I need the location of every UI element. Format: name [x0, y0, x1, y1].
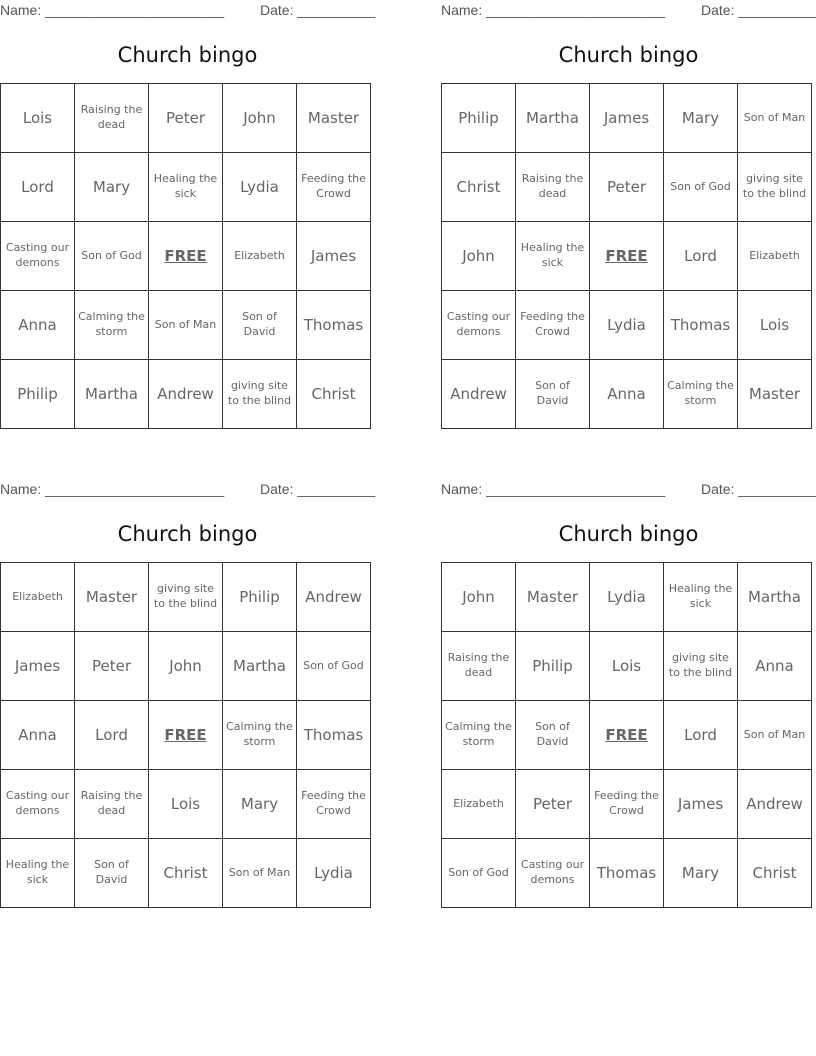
bingo-cell[interactable]: giving site to the blind [223, 360, 297, 429]
bingo-cell[interactable]: Mary [664, 84, 738, 153]
bingo-row [442, 153, 812, 222]
bingo-cell[interactable]: Anna [738, 632, 812, 701]
bingo-row [1, 84, 371, 153]
bingo-cell[interactable]: Son of Man [738, 701, 812, 770]
bingo-cell[interactable]: Anna [1, 701, 75, 770]
bingo-cell[interactable]: Feeding the Crowd [516, 291, 590, 360]
bingo-cell[interactable]: Son of David [516, 701, 590, 770]
card-title: Church bingo [558, 43, 699, 67]
bingo-cell[interactable]: giving site to the blind [664, 632, 738, 701]
bingo-cell[interactable]: Martha [75, 360, 149, 429]
bingo-cell[interactable]: Calming the storm [664, 360, 738, 429]
bingo-cell[interactable]: Son of God [297, 632, 371, 701]
bingo-cell[interactable]: Calming the storm [442, 701, 516, 770]
bingo-grid [0, 83, 371, 429]
bingo-cell[interactable]: Lois [738, 291, 812, 360]
bingo-cell[interactable]: Peter [516, 770, 590, 839]
bingo-cell[interactable]: Andrew [738, 770, 812, 839]
bingo-cell[interactable]: Lydia [297, 839, 371, 908]
bingo-row [442, 701, 812, 770]
bingo-cell[interactable]: Lydia [590, 291, 664, 360]
card-title: Church bingo [117, 522, 258, 546]
card-header [0, 0, 375, 20]
bingo-cell[interactable]: Son of God [442, 839, 516, 908]
bingo-cell[interactable]: John [149, 632, 223, 701]
bingo-cell[interactable]: Raising the dead [75, 770, 149, 839]
bingo-cell[interactable]: Raising the dead [75, 84, 149, 153]
bingo-cell[interactable]: Son of God [75, 222, 149, 291]
bingo-cell[interactable]: Son of Man [223, 839, 297, 908]
bingo-cell[interactable]: John [442, 222, 516, 291]
bingo-cell[interactable]: Christ [738, 839, 812, 908]
bingo-cell[interactable]: Lord [1, 153, 75, 222]
date-field[interactable]: Date: __________ [701, 481, 816, 497]
free-space-cell[interactable]: FREE [149, 701, 223, 770]
bingo-cell[interactable]: Elizabeth [223, 222, 297, 291]
bingo-cell[interactable]: Christ [297, 360, 371, 429]
bingo-cell[interactable]: Thomas [297, 291, 371, 360]
bingo-cell[interactable]: Son of Man [149, 291, 223, 360]
bingo-cell[interactable]: James [664, 770, 738, 839]
bingo-cell[interactable]: James [1, 632, 75, 701]
bingo-cell[interactable]: Thomas [590, 839, 664, 908]
bingo-cell[interactable]: Feeding the Crowd [297, 153, 371, 222]
bingo-grid [441, 562, 812, 908]
bingo-row [1, 153, 371, 222]
bingo-cell[interactable]: James [590, 84, 664, 153]
bingo-cell[interactable]: Healing the sick [1, 839, 75, 908]
bingo-cell[interactable]: Son of David [223, 291, 297, 360]
bingo-cell[interactable]: Master [75, 563, 149, 632]
bingo-row [442, 632, 812, 701]
bingo-cell[interactable]: Andrew [297, 563, 371, 632]
bingo-cell[interactable]: Son of God [664, 153, 738, 222]
bingo-grid [0, 562, 371, 908]
bingo-cell[interactable]: Casting our demons [442, 291, 516, 360]
bingo-row [1, 839, 371, 908]
bingo-row [1, 360, 371, 429]
name-field[interactable]: Name: _______________________ [0, 2, 225, 18]
bingo-cell[interactable]: Peter [590, 153, 664, 222]
card-header [0, 479, 375, 499]
bingo-cell[interactable]: Lois [149, 770, 223, 839]
bingo-row [1, 563, 371, 632]
bingo-cell[interactable]: Lois [1, 84, 75, 153]
bingo-cell[interactable]: Lord [664, 701, 738, 770]
bingo-cell[interactable]: Anna [590, 360, 664, 429]
free-space-cell[interactable]: FREE [590, 701, 664, 770]
bingo-cell[interactable]: giving site to the blind [738, 153, 812, 222]
bingo-cell[interactable]: James [297, 222, 371, 291]
bingo-cell[interactable]: Mary [223, 770, 297, 839]
bingo-row [1, 770, 371, 839]
bingo-card-3 [0, 479, 376, 886]
bingo-cell[interactable]: Elizabeth [738, 222, 812, 291]
bingo-cell[interactable]: Andrew [149, 360, 223, 429]
name-field[interactable]: Name: _______________________ [0, 481, 225, 497]
card-header [441, 479, 816, 499]
bingo-cell[interactable]: Martha [516, 84, 590, 153]
bingo-card-1 [0, 0, 376, 407]
name-field[interactable]: Name: _______________________ [441, 2, 666, 18]
bingo-cell[interactable]: Elizabeth [1, 563, 75, 632]
bingo-cell[interactable]: Martha [738, 563, 812, 632]
bingo-cell[interactable]: Healing the sick [516, 222, 590, 291]
bingo-cell[interactable]: Lord [75, 701, 149, 770]
bingo-cell[interactable]: Lois [590, 632, 664, 701]
date-field[interactable]: Date: __________ [701, 2, 816, 18]
card-title: Church bingo [558, 522, 699, 546]
bingo-grid [441, 83, 812, 429]
bingo-cell[interactable]: Andrew [442, 360, 516, 429]
bingo-row [1, 701, 371, 770]
bingo-cell[interactable]: Philip [223, 563, 297, 632]
bingo-row [442, 291, 812, 360]
bingo-cell[interactable]: Healing the sick [149, 153, 223, 222]
name-field[interactable]: Name: _______________________ [441, 481, 666, 497]
bingo-cell[interactable]: Raising the dead [442, 632, 516, 701]
bingo-cell[interactable]: Raising the dead [516, 153, 590, 222]
bingo-cell[interactable]: Son of David [75, 839, 149, 908]
bingo-cell[interactable]: Lydia [590, 563, 664, 632]
bingo-cell[interactable]: Mary [75, 153, 149, 222]
bingo-cell[interactable]: Martha [223, 632, 297, 701]
bingo-cell[interactable]: Calming the storm [223, 701, 297, 770]
bingo-cell[interactable]: Master [297, 84, 371, 153]
bingo-cell[interactable]: giving site to the blind [149, 563, 223, 632]
bingo-cell[interactable]: Elizabeth [442, 770, 516, 839]
bingo-cell[interactable]: Feeding the Crowd [590, 770, 664, 839]
card-title: Church bingo [117, 43, 258, 67]
bingo-cell[interactable]: Son of David [516, 360, 590, 429]
bingo-cell[interactable]: Thomas [664, 291, 738, 360]
bingo-cell[interactable]: Christ [442, 153, 516, 222]
bingo-cell[interactable]: Mary [664, 839, 738, 908]
date-field[interactable]: Date: __________ [260, 2, 376, 18]
bingo-row [442, 839, 812, 908]
bingo-cell[interactable]: Christ [149, 839, 223, 908]
bingo-row [442, 84, 812, 153]
card-header [441, 0, 816, 20]
bingo-cell[interactable]: Philip [1, 360, 75, 429]
bingo-card-2 [441, 0, 816, 407]
bingo-cell[interactable]: Master [516, 563, 590, 632]
bingo-cell[interactable]: John [223, 84, 297, 153]
bingo-cell[interactable]: Healing the sick [664, 563, 738, 632]
bingo-cell[interactable]: Feeding the Crowd [297, 770, 371, 839]
bingo-cell[interactable]: Peter [75, 632, 149, 701]
bingo-cell[interactable]: Lord [664, 222, 738, 291]
bingo-cell[interactable]: Son of Man [738, 84, 812, 153]
bingo-cell[interactable]: Casting our demons [516, 839, 590, 908]
bingo-cell[interactable]: Philip [516, 632, 590, 701]
bingo-cell[interactable]: Anna [1, 291, 75, 360]
bingo-cell[interactable]: Peter [149, 84, 223, 153]
bingo-cell[interactable]: John [442, 563, 516, 632]
bingo-cell[interactable]: Lydia [223, 153, 297, 222]
bingo-row [442, 563, 812, 632]
bingo-cell[interactable]: Master [738, 360, 812, 429]
free-space-cell[interactable]: FREE [590, 222, 664, 291]
bingo-row [442, 770, 812, 839]
bingo-row [442, 222, 812, 291]
date-field[interactable]: Date: __________ [260, 481, 376, 497]
bingo-row [1, 632, 371, 701]
bingo-cell[interactable]: Casting our demons [1, 770, 75, 839]
bingo-cell[interactable]: Casting our demons [1, 222, 75, 291]
free-space-cell[interactable]: FREE [149, 222, 223, 291]
bingo-row [442, 360, 812, 429]
bingo-card-4 [441, 479, 816, 886]
bingo-row [1, 291, 371, 360]
bingo-cell[interactable]: Philip [442, 84, 516, 153]
bingo-row [1, 222, 371, 291]
bingo-cell[interactable]: Thomas [297, 701, 371, 770]
bingo-cell[interactable]: Calming the storm [75, 291, 149, 360]
